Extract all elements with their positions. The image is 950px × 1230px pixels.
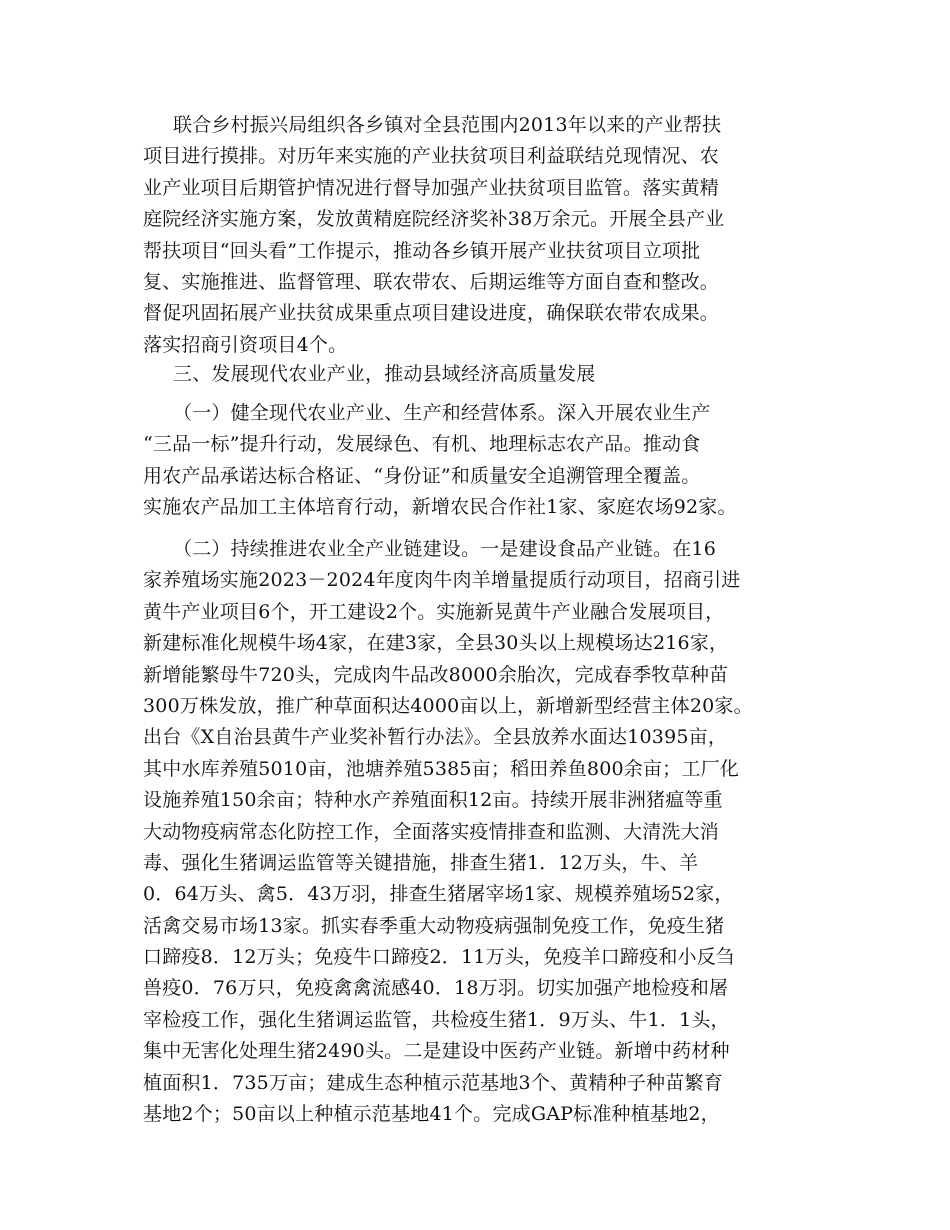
text-line: 宰检疫工作，强化生猪调运监管，共检疫生猪1．9万头、牛1．1头， xyxy=(143,1008,730,1031)
text-line: 用农产品承诺达标合格证、“身份证”和质量安全追溯管理全覆盖。 xyxy=(143,464,701,487)
text-line: 活禽交易市场13家。抓实春季重大动物疫病强制免疫工作，免疫生猪 xyxy=(143,914,725,937)
text-line: 新增能繁母牛720头，完成肉牛品改8000余胎次，完成春季牧草种苗 xyxy=(143,663,729,686)
text-line: 联合乡村振兴局组织各乡镇对全县范围内2013年以来的产业帮扶 xyxy=(173,114,722,136)
text-line: 督促巩固拓展产业扶贫成果重点项目建设进度，确保联农带农成果。 xyxy=(143,302,720,325)
paragraph-3 xyxy=(143,534,823,1130)
text-line: 口蹄疫8．12万头；免疫牛口蹄疫2．11万头，免疫羊口蹄疫和小反刍 xyxy=(143,946,736,969)
text-line: 其中水库养殖5010亩，池塘养殖5385亩；稻田养鱼800余亩；工厂化 xyxy=(143,757,739,780)
text-line: 庭院经济实施方案，发放黄精庭院经济奖补38万余元。开展全县产业 xyxy=(143,208,725,231)
text-line: 大动物疫病常态化防控工作，全面落实疫情排查和监测、大清洗大消 xyxy=(143,820,720,843)
text-line: 设施养殖150余亩；特种水产养殖面积12亩。持续开展非洲猪瘟等重 xyxy=(143,789,723,812)
text-line: 毒、强化生猪调运监管等关键措施，排查生猪1．12万头，牛、羊 xyxy=(143,851,699,874)
heading-line: 三、发展现代农业产业，推动县域经济高质量发展 xyxy=(173,363,596,385)
text-line: 业产业项目后期管护情况进行督导加强产业扶贫项目监管。落实黄精 xyxy=(143,176,720,199)
paragraph-1 xyxy=(143,110,823,361)
text-line: 黄牛产业项目6个，开工建设2个。实施新晃黄牛产业融合发展项目， xyxy=(143,600,725,623)
text-line: （一）健全现代农业产业、生产和经营体系。深入开展农业生产 xyxy=(173,402,711,424)
text-line: 兽疫0．76万只，免疫禽禽流感40．18万羽。切实加强产地检疫和屠 xyxy=(143,977,729,1000)
paragraph-2 xyxy=(143,398,823,524)
text-line: “三品一标”提升行动，发展绿色、有机、地理标志农产品。推动食 xyxy=(143,433,701,456)
section-heading xyxy=(143,359,823,390)
text-line: 实施农产品加工主体培育行动，新增农民合作社1家、家庭农场92家。 xyxy=(143,496,737,519)
text-line: 落实招商引资项目4个。 xyxy=(143,333,348,356)
text-line: 家养殖场实施2023－2024年度肉牛肉羊增量提质行动项目，招商引进 xyxy=(143,569,741,592)
text-line: 复、实施推进、监督管理、联农带农、后期运维等方面自查和整改。 xyxy=(143,270,720,293)
text-line: 植面积1．735万亩；建成生态种植示范基地3个、黄精种子种苗繁育 xyxy=(143,1071,723,1094)
text-line: 集中无害化处理生猪2490头。二是建设中医药产业链。新增中药材种 xyxy=(143,1040,730,1063)
text-line: 帮扶项目“回头看”工作提示，推动各乡镇开展产业扶贫项目立项批 xyxy=(143,239,701,262)
text-line: 项目进行摸排。对历年来实施的产业扶贫项目利益联结兑现情况、农 xyxy=(143,145,720,168)
text-line: 新建标准化规模牛场4家，在建3家，全县30头以上规模场达216家， xyxy=(143,632,729,655)
text-line: （二）持续推进农业全产业链建设。一是建设食品产业链。在16 xyxy=(173,538,716,560)
text-line: 0．64万头、禽5．43万羽，排查生猪屠宰场1家、规模养殖场52家， xyxy=(143,883,734,906)
text-line: 300万株发放，推广种草面积达4000亩以上，新增新型经营主体20家。 xyxy=(143,694,753,717)
text-line: 基地2个；50亩以上种植示范基地41个。完成GAP标准种植基地2， xyxy=(143,1103,720,1126)
text-line: 出台《X自治县黄牛产业奖补暂行办法》。全县放养水面达10395亩， xyxy=(143,726,728,749)
